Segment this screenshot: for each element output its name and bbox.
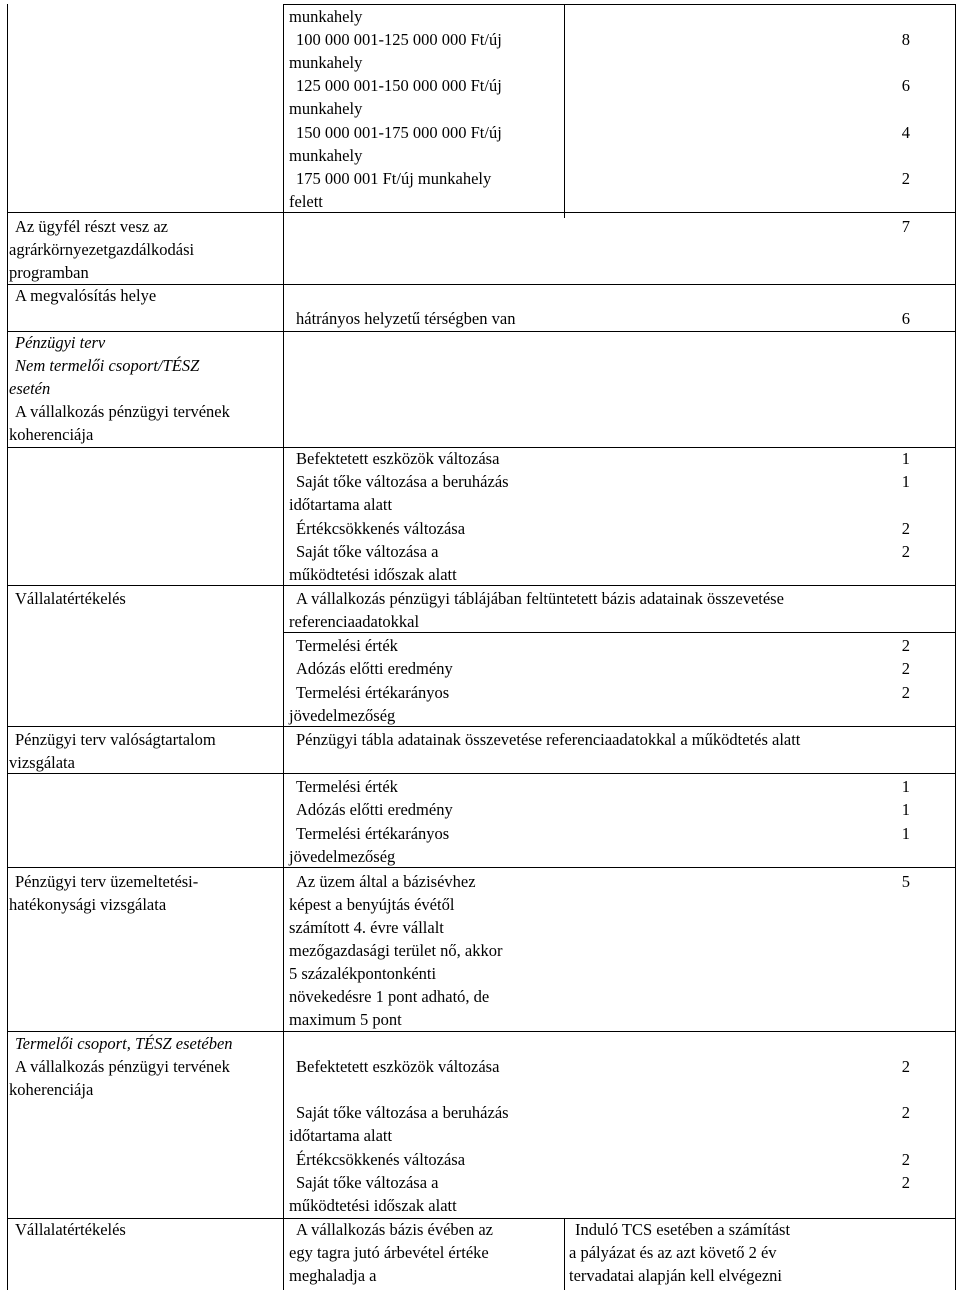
location-score: 6 — [901, 309, 910, 328]
top-row-2-label-line-0: 125 000 001-150 000 000 Ft/új — [296, 76, 502, 95]
section1-item-1-label-line-0: Saját tőke változása a beruházás — [296, 472, 509, 491]
section1-reality-desc: Pénzügyi tábla adatainak összevetése referenciaadatokkal a működtetés alatt — [296, 730, 801, 749]
top-row-4-label-line-0: 175 000 001 Ft/új munkahely — [296, 169, 492, 188]
section2-coherence-line-0: A vállalkozás pénzügyi tervének — [15, 1057, 230, 1076]
top-row-2-label-line-1: munkahely — [289, 99, 363, 118]
section1-item-0-label: Befektetett eszközök változása — [296, 449, 500, 468]
section2-item-1-label-line-0: Saját tőke változása a beruházás — [296, 1103, 509, 1122]
section2-valuation-note-line-0: Induló TCS esetében a számítást — [575, 1220, 791, 1239]
section1-coherence-line-1: koherenciája — [9, 425, 94, 444]
section1-reality-label-line-0: Pénzügyi terv valóságtartalom — [15, 730, 216, 749]
section2-item-0-score: 2 — [901, 1057, 910, 1076]
section1-title: Pénzügyi terv — [15, 333, 106, 352]
agrar-label-line-1: agrárkörnyezetgazdálkodási — [9, 240, 195, 259]
section1-reality-label-line-1: vizsgálata — [9, 753, 75, 772]
section1-efficiency-desc-line-5: növekedésre 1 pont adható, de — [289, 987, 490, 1006]
section2-item-3-label-line-0: Saját tőke változása a — [296, 1173, 439, 1192]
section2-item-2-label: Értékcsökkenés változása — [296, 1150, 466, 1169]
section2-item-2-score: 2 — [901, 1150, 910, 1169]
section1-efficiency-desc-line-4: 5 százalékpontonkénti — [289, 964, 437, 983]
row-line-efficiency — [7, 867, 956, 868]
location-value: hátrányos helyzetű térségben van — [296, 309, 516, 328]
section2-valuation-label: Vállalatértékelés — [15, 1220, 126, 1239]
row-line-section1 — [7, 331, 956, 332]
section1-item-2-label: Értékcsökkenés változása — [296, 519, 466, 538]
column-divider-score-lower — [564, 1218, 565, 1290]
section1-valuation-item-0-score: 2 — [901, 636, 910, 655]
table-border-right — [955, 4, 956, 1290]
section1-subtitle-line-0: Nem termelői csoport/TÉSZ — [15, 356, 200, 375]
section2-item-0-label: Befektetett eszközök változása — [296, 1057, 500, 1076]
section2-item-1-label-line-1: időtartama alatt — [289, 1126, 393, 1145]
section1-efficiency-desc-line-1: képest a benyújtás évétől — [289, 895, 455, 914]
row-line-agrar — [7, 212, 956, 213]
section2-valuation-note-line-1: a pályázat és az azt követő 2 év — [569, 1243, 777, 1262]
section1-valuation-item-1-label: Adózás előtti eredmény — [296, 659, 453, 678]
top-row-1-label-line-1: munkahely — [289, 53, 363, 72]
section2-valuation-desc-line-2: meghaladja a — [289, 1266, 377, 1285]
section2-valuation-desc-line-0: A vállalkozás bázis évében az — [296, 1220, 493, 1239]
section2-item-3-score: 2 — [901, 1173, 910, 1192]
section1-efficiency-desc-line-6: maximum 5 pont — [289, 1010, 402, 1029]
section1-valuation-item-2-label-line-0: Termelési értékarányos — [296, 683, 450, 702]
section2-coherence-line-1: koherenciája — [9, 1080, 94, 1099]
section1-reality-item-1-label: Adózás előtti eredmény — [296, 800, 453, 819]
table-border-left — [7, 4, 8, 1290]
section2-valuation-desc-line-1: egy tagra jutó árbevétel értéke — [289, 1243, 489, 1262]
row-line-valuation1 — [7, 585, 956, 586]
top-row-0-label-line-0: munkahely — [289, 7, 363, 26]
row-line-top — [283, 4, 956, 5]
section2-item-3-label-line-1: működtetési időszak alatt — [289, 1196, 457, 1215]
top-row-3-label-line-1: munkahely — [289, 146, 363, 165]
column-divider-left — [283, 4, 284, 1290]
section1-reality-item-0-label: Termelési érték — [296, 777, 398, 796]
top-row-2-score: 6 — [901, 76, 910, 95]
section1-reality-item-2-label-line-0: Termelési értékarányos — [296, 824, 450, 843]
section1-valuation-item-2-label-line-1: jövedelmezőség — [289, 706, 396, 725]
section1-valuation-item-1-score: 2 — [901, 659, 910, 678]
agrar-score: 7 — [901, 217, 910, 236]
section1-reality-item-0-score: 1 — [901, 777, 910, 796]
section1-item-3-label-line-1: működtetési időszak alatt — [289, 565, 457, 584]
section1-item-1-label-line-1: időtartama alatt — [289, 495, 393, 514]
section1-coherence-line-0: A vállalkozás pénzügyi tervének — [15, 402, 230, 421]
section1-efficiency-label-line-0: Pénzügyi terv üzemeltetési- — [15, 872, 199, 891]
section2-item-1-score: 2 — [901, 1103, 910, 1122]
section1-valuation-item-0-label: Termelési érték — [296, 636, 398, 655]
section1-efficiency-score: 5 — [901, 872, 910, 891]
location-label: A megvalósítás helye — [15, 286, 157, 305]
section1-efficiency-desc-line-2: számított 4. évre vállalt — [289, 918, 444, 937]
section1-valuation-label: Vállalatértékelés — [15, 589, 126, 608]
section1-item-0-score: 1 — [901, 449, 910, 468]
section1-item-1-score: 1 — [901, 472, 910, 491]
section1-valuation-desc-line-1: referenciaadatokkal — [289, 612, 420, 631]
section1-efficiency-label-line-1: hatékonysági vizsgálata — [9, 895, 167, 914]
section1-reality-item-2-score: 1 — [901, 824, 910, 843]
section1-valuation-desc-line-0: A vállalkozás pénzügyi táblájában feltüntetett bázis adatainak összevetése — [296, 589, 784, 608]
agrar-label-line-2: programban — [9, 263, 89, 282]
top-row-4-label-line-1: felett — [289, 192, 323, 211]
section1-reality-item-2-label-line-1: jövedelmezőség — [289, 847, 396, 866]
top-row-3-label-line-0: 150 000 001-175 000 000 Ft/új — [296, 123, 502, 142]
top-row-1-label-line-0: 100 000 001-125 000 000 Ft/új — [296, 30, 502, 49]
top-row-1-score: 8 — [901, 30, 910, 49]
section1-subtitle-line-1: esetén — [9, 379, 51, 398]
row-line-reality — [7, 726, 956, 727]
section1-efficiency-desc-line-3: mezőgazdasági terület nő, akkor — [289, 941, 503, 960]
section2-title: Termelői csoport, TÉSZ esetében — [15, 1034, 233, 1053]
top-row-3-score: 4 — [901, 123, 910, 142]
row-line-reality-desc — [7, 773, 956, 774]
column-divider-score — [564, 4, 565, 218]
section1-item-3-label-line-0: Saját tőke változása a — [296, 542, 439, 561]
section1-reality-item-1-score: 1 — [901, 800, 910, 819]
agrar-label-line-0: Az ügyfél részt vesz az — [15, 217, 169, 236]
section1-efficiency-desc-line-0: Az üzem által a bázisévhez — [296, 872, 476, 891]
section1-item-2-score: 2 — [901, 519, 910, 538]
top-row-4-score: 2 — [901, 169, 910, 188]
section1-item-3-score: 2 — [901, 542, 910, 561]
section2-valuation-note-line-2: tervadatai alapján kell elvégezni — [569, 1266, 783, 1285]
section1-valuation-item-2-score: 2 — [901, 683, 910, 702]
